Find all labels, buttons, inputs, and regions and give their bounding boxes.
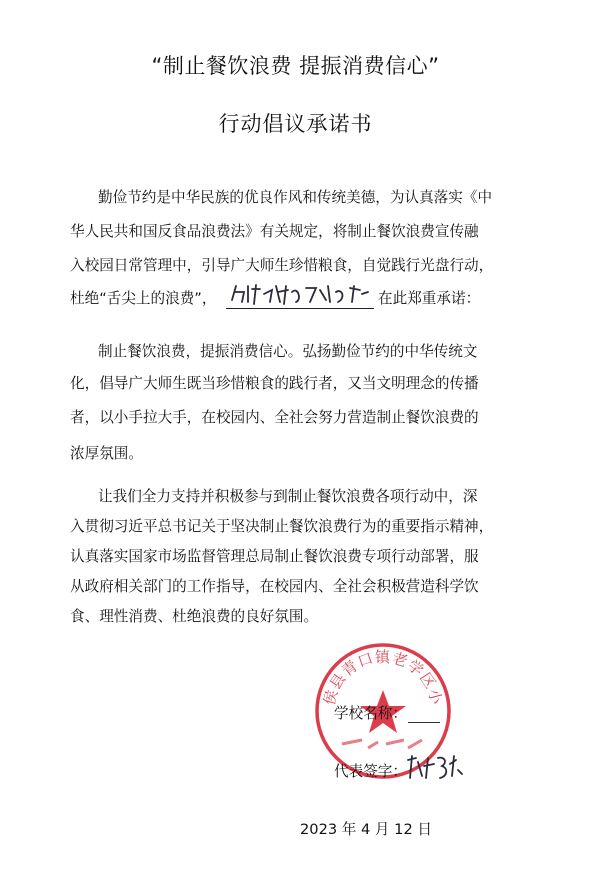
para1-line-4 bbox=[70, 287, 216, 308]
representative-signature bbox=[404, 752, 466, 782]
para2-line-1: 制止餐饮浪费，提振消费信心。弘扬勤俭节约的中华传统文 bbox=[98, 343, 478, 360]
title-line-1: “制止餐饮浪费 提振消费信心” bbox=[151, 54, 440, 78]
para1-line-4-prefix: 杜绝“舌尖上的浪费”， bbox=[70, 290, 217, 307]
paragraph-2 bbox=[70, 340, 540, 480]
representative-label: 代表签字： bbox=[334, 763, 407, 780]
para3-line-4: 从政府相关部门的工作指导，在校园内、全社会积极营造科学饮 bbox=[70, 578, 479, 595]
svg-text:闽侯县青口镇老学区小学: 侯县青口镇老学区小 bbox=[320, 648, 446, 708]
school-name-underline bbox=[408, 722, 440, 723]
para2-line-2: 化，倡导广大师生既当珍惜粮食的践行者，又当文明理念的传播 bbox=[70, 375, 479, 392]
para1-line-4-suffix: 在此郑重承诺： bbox=[378, 290, 481, 307]
para2-line-4: 浓厚氛围。 bbox=[70, 445, 143, 462]
paragraph-1 bbox=[70, 186, 530, 326]
para3-line-2: 入贯彻习近平总书记关于坚决制止餐饮浪费行为的重要指示精神， bbox=[70, 518, 494, 535]
handwritten-signature bbox=[404, 752, 466, 782]
paragraph-3 bbox=[70, 485, 540, 625]
para1-line-2: 华人民共和国反食品浪费法》有关规定，将制止餐饮浪费宣传融 bbox=[70, 223, 479, 240]
para1-line-3: 入校园日常管理中，引导广大师生珍惜粮食，自觉践行光盘行动， bbox=[70, 257, 494, 274]
school-name-label: 学校名称： bbox=[334, 705, 407, 722]
school-name-handwritten bbox=[226, 280, 374, 309]
para3-line-5: 食、理性消费、杜绝浪费的良好氛围。 bbox=[70, 608, 319, 625]
handwritten-school-signature bbox=[226, 280, 374, 308]
para2-line-3: 者，以小手拉大手，在校园内、全社会努力营造制止餐饮浪费的 bbox=[70, 409, 479, 426]
para1-line-1: 勤俭节约是中华民族的优良作风和传统美德，为认真落实《中 bbox=[98, 189, 493, 206]
title-line-2: 行动倡议承诺书 bbox=[218, 112, 373, 136]
document-date: 2023 年 4 月 12 日 bbox=[300, 821, 432, 838]
para3-line-1: 让我们全力支持并积极参与到制止餐饮浪费各项行动中，深 bbox=[98, 488, 478, 505]
para3-line-3: 认真落实国家市场监督管理总局制止餐饮浪费专项行动部署，服 bbox=[70, 548, 479, 565]
